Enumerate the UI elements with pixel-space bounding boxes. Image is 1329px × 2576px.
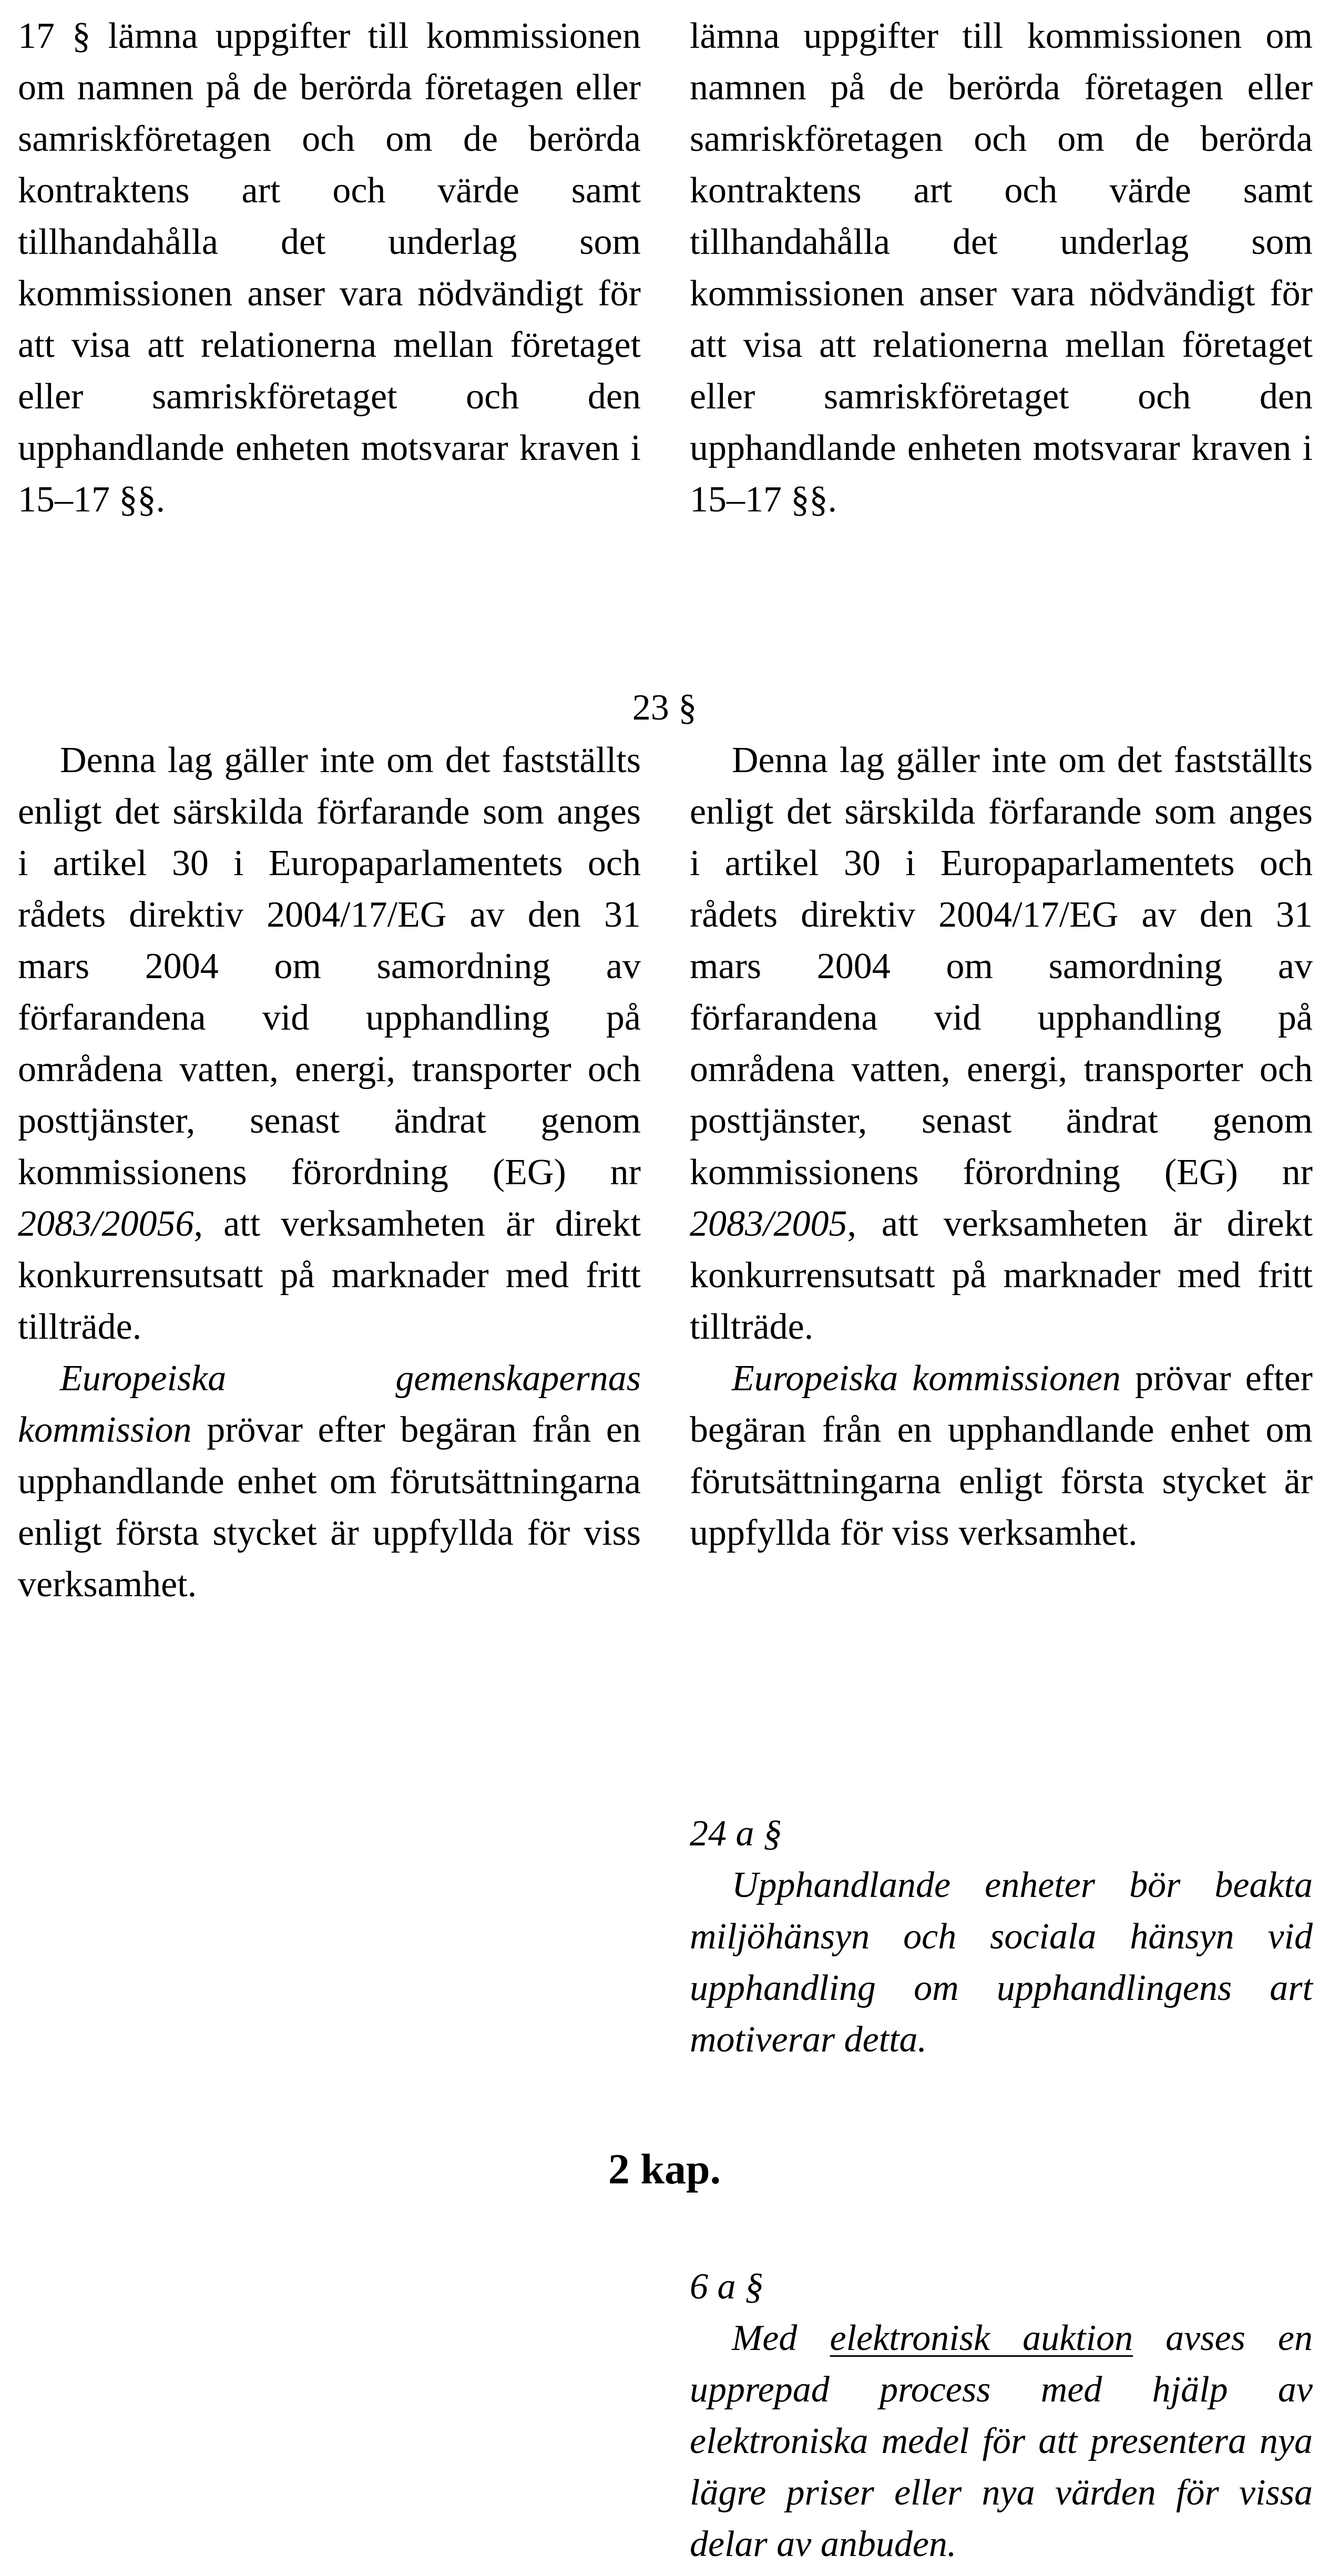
section-23-left-column [18, 735, 641, 1610]
section-24a-paragraph [690, 1860, 1313, 2066]
section-24a-heading [690, 1808, 1313, 1860]
section-23-left-paragraph-2 [18, 1353, 641, 1610]
section-23-right-p2-tail: prövar efter begäran från en upphandlande enhet om förutsättningarna enligt första stycket är uppfyllda för viss verksamhet. [690, 1358, 1313, 1553]
section-23-right-p1-regulation: 2083/2005 [690, 1204, 847, 1244]
section-23-left-p1-regulation: 2083/20056 [18, 1204, 194, 1244]
section-23-right-p2-commission: Europeiska kommissionen [732, 1358, 1121, 1399]
section-23-right-p1-text: Denna lag gäller inte om det fastställts enligt det särskilda förfarande som anges i artikel 30 i Europaparlamentets och rådets direktiv 2004/17/EG av den 31 mars 2004 om samordning av förfarandena vid upphandling på områdena vatten, energi, transporter och posttjänster, senast ändrat genom kommissionens förordning (EG) nr [690, 740, 1313, 1193]
top-left-paragraph: 17 § lämna uppgifter till kommissionen om namnen på de berörda företagen eller samriskföretagen och om de berörda kontraktens art och värde samt tillhandahålla det underlag som kommissionen anser vara nödvändigt för att visa att relationerna mellan företaget eller samriskföretaget och den upphandlande enheten motsvarar kraven i 15–17 §§. [18, 16, 641, 520]
top-right-paragraph: lämna uppgifter till kommissionen om namnen på de berörda företagen eller samriskföretagen och om de berörda kontraktens art och värde samt tillhandahålla det underlag som kommissionen anser vara nödvändigt för att visa att relationerna mellan företaget eller samriskföretaget och den upphandlande enheten motsvarar kraven i 15–17 §§. [690, 16, 1313, 520]
top-right-column [690, 11, 1313, 526]
section-23-left-p2-commission: Europeiska gemenskapernas kommission [18, 1358, 641, 1450]
section-6a-text-start: Med [732, 2318, 830, 2358]
section-23-heading: 23 § [632, 687, 697, 728]
section-23-left-paragraph-1 [18, 735, 641, 1353]
section-6a-paragraph [690, 2313, 1313, 2570]
top-left-column [18, 11, 641, 526]
section-6a-defined-term: elektronisk auktion [830, 2318, 1133, 2358]
section-24a-block [690, 1808, 1313, 2066]
section-6a-block [690, 2261, 1313, 2570]
section-23-left-p1-tail: , att verksamheten är direkt konkurrensutsatt på marknader med fritt tillträde. [18, 1204, 641, 1347]
section-23-right-paragraph-1 [690, 735, 1313, 1353]
section-23-right-column [690, 735, 1313, 1559]
section-6a-heading-text: 6 a § [690, 2266, 763, 2307]
section-6a-text-end: avses en upprepad process med hjälp av elektroniska medel för att presentera nya lägre priser eller nya värden för vissa delar av anbuden. [690, 2318, 1313, 2564]
section-23-left-p2-tail: prövar efter begäran från en upphandlande enhet om förutsättningarna enligt första stycket är uppfyllda för viss verksamhet. [18, 1410, 641, 1605]
section-23-right-p1-tail: , att verksamheten är direkt konkurrensutsatt på marknader med fritt tillträde. [690, 1204, 1313, 1347]
chapter-heading: 2 kap. [608, 2145, 721, 2193]
section-23-right-paragraph-2 [690, 1353, 1313, 1559]
section-6a-heading [690, 2261, 1313, 2313]
section-23-left-p1-text: Denna lag gäller inte om det fastställts enligt det särskilda förfarande som anges i artikel 30 i Europaparlamentets och rådets direktiv 2004/17/EG av den 31 mars 2004 om samordning av förfarandena vid upphandling på områdena vatten, energi, transporter och posttjänster, senast ändrat genom kommissionens förordning (EG) nr [18, 740, 641, 1193]
section-24a-heading-text: 24 a § [690, 1813, 782, 1854]
section-24a-text: Upphandlande enheter bör beakta miljöhänsyn och sociala hänsyn vid upphandling om upphandlingens art motiverar detta. [690, 1865, 1313, 2060]
